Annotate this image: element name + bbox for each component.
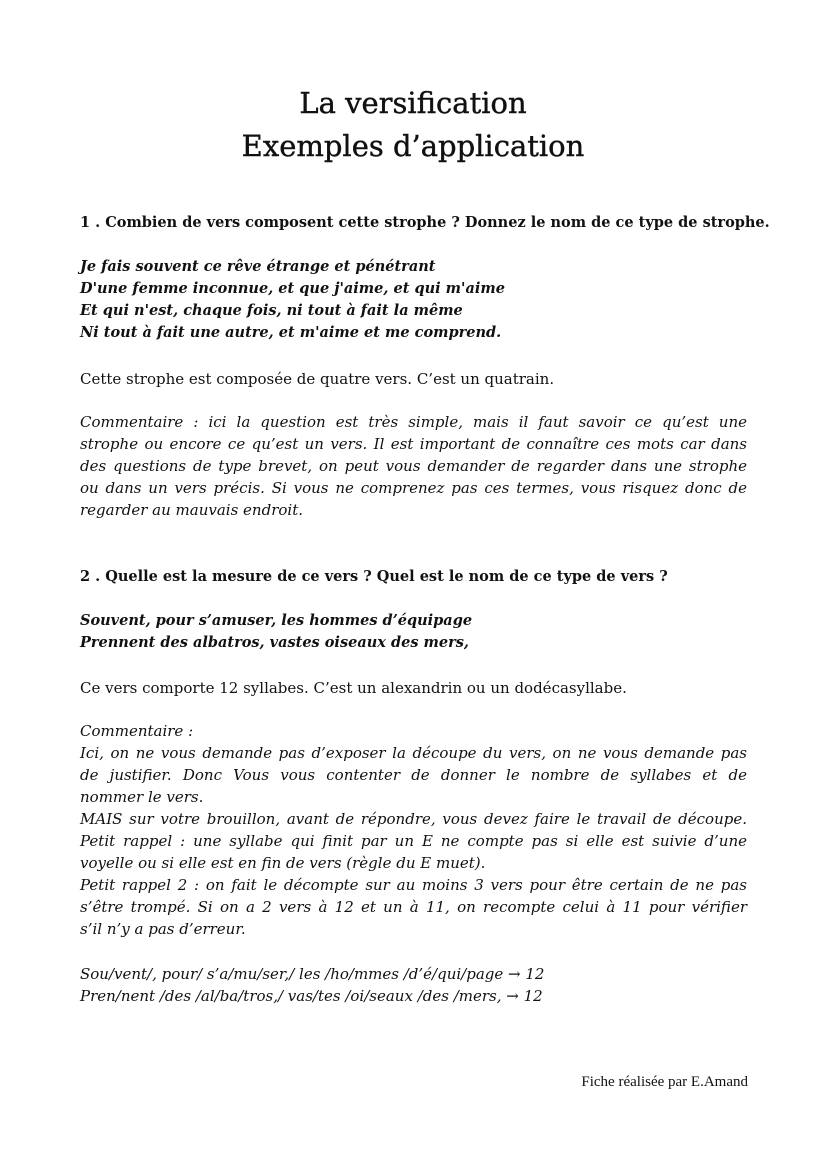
poem-line: Souvent, pour s’amuser, les hommes d’équipage [80, 612, 473, 629]
comment-line: Petit rappel : une syllabe qui finit par un E ne compte pas si elle est suivie d’une [80, 832, 747, 850]
comment-line: Ici, on ne vous demande pas d’exposer la découpe du vers, on ne vous demande pas [80, 744, 747, 762]
comment-line: s’il n’y a pas d’erreur. [80, 920, 246, 938]
question-1-comment [80, 411, 747, 521]
comment-line: Petit rappel 2 : on fait le décompte sur au moins 3 vers pour être certain de ne pas [80, 876, 747, 894]
comment-line: regarder au mauvais endroit. [80, 501, 303, 519]
comment-line: Commentaire : ici la question est très simple, mais il faut savoir ce qu’est une [80, 413, 747, 431]
question-1-answer: Cette strophe est composée de quatre vers. C’est un quatrain. [80, 370, 555, 388]
author-credit: Fiche réalisée par E.Amand [581, 1074, 748, 1090]
comment-line: ou dans un vers précis. Si vous ne comprenez pas ces termes, vous risquez donc de [80, 479, 747, 497]
question-1-heading: 1 . Combien de vers composent cette strophe ? Donnez le nom de ce type de strophe. [80, 214, 770, 231]
question-1-poem [80, 256, 750, 344]
question-2-comment [80, 720, 747, 940]
comment-line: de justifier. Donc Vous vous contenter de donner le nombre de syllabes et de [80, 766, 747, 784]
question-2-scansion [80, 963, 747, 1007]
poem-line: Ni tout à fait une autre, et m'aime et me comprend. [80, 324, 502, 341]
poem-line: Je fais souvent ce rêve étrange et pénétrant [80, 258, 436, 275]
comment-line: nommer le vers. [80, 788, 204, 806]
scansion-line: Sou/vent/, pour/ s’a/mu/ser,/ les /ho/mmes /d’é/qui/page → 12 [80, 965, 545, 983]
comment-line: strophe ou encore ce qu’est un vers. Il est important de connaître ces mots car dans [80, 435, 747, 453]
comment-line: des questions de type brevet, on peut vous demander de regarder dans une strophe [80, 457, 747, 475]
comment-line: s’être trompé. Si on a 2 vers à 12 et un à 11, on recompte celui à 11 pour vérifier [80, 898, 747, 916]
page-title-line-1: La versification [299, 86, 527, 120]
poem-line: D'une femme inconnue, et que j'aime, et qui m'aime [80, 280, 505, 297]
poem-line: Et qui n'est, chaque fois, ni tout à fait la même [80, 302, 463, 319]
page-title-line-2: Exemples d’application [241, 129, 585, 163]
scansion-line: Pren/nent /des /al/ba/tros,/ vas/tes /oi/seaux /des /mers, → 12 [80, 987, 543, 1005]
question-2-heading: 2 . Quelle est la mesure de ce vers ? Quel est le nom de ce type de vers ? [80, 568, 668, 585]
question-2-poem [80, 610, 750, 654]
comment-line: MAIS sur votre brouillon, avant de répondre, vous devez faire le travail de découpe. [80, 810, 747, 828]
question-2-answer: Ce vers comporte 12 syllabes. C’est un alexandrin ou un dodécasyllabe. [80, 679, 627, 697]
poem-line: Prennent des albatros, vastes oiseaux des mers, [80, 634, 469, 651]
comment-line: voyelle ou si elle est en fin de vers (règle du E muet). [80, 854, 486, 872]
comment-label: Commentaire : [80, 722, 194, 740]
